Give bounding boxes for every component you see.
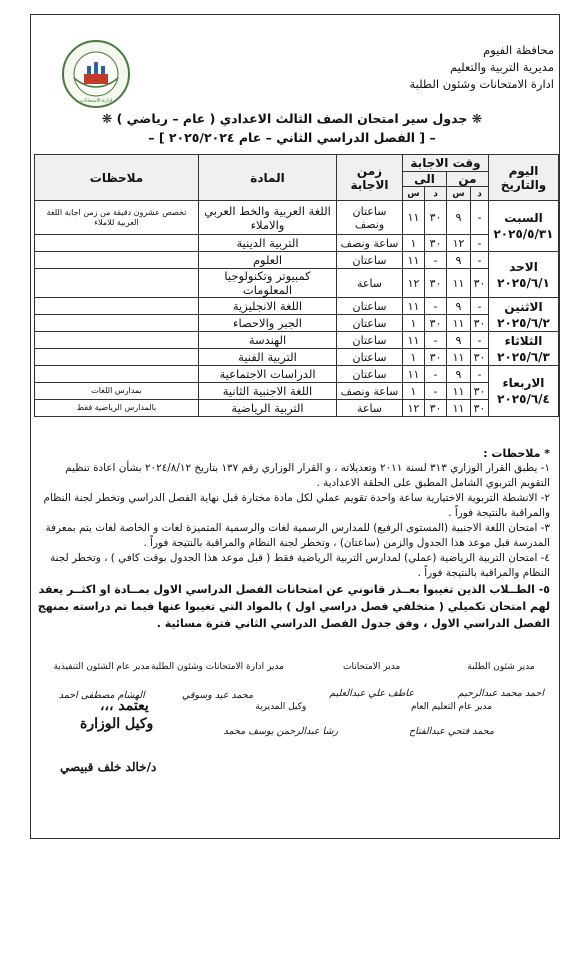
day-cell — [489, 332, 559, 366]
subject: اللغة العربية والخط العربي والاملاء — [199, 201, 337, 235]
signature-exams-manager — [329, 662, 414, 699]
day-name: الثلاثاء — [504, 333, 543, 348]
from-hour: ١١ — [447, 349, 471, 366]
directorate-logo — [60, 38, 132, 110]
from-hour: ١١ — [447, 383, 471, 400]
day-name: السبت — [504, 211, 543, 225]
from-min: ٣٠ — [471, 400, 489, 417]
subject: الجبر والاحصاء — [199, 315, 337, 332]
subject: اللغة الانجليزية — [199, 298, 337, 315]
table-row — [35, 349, 559, 366]
subject: اللغة الاجنبية الثانية — [199, 383, 337, 400]
notes-section — [34, 446, 550, 632]
signature-name: رشا عبدالرحمن يوسف محمد — [223, 726, 338, 737]
document-title: ❋ جدول سير امتحان الصف الثالث الاعدادي ( عام – رياضي ) ❋ — [101, 111, 483, 126]
to-hour: ١ — [403, 235, 425, 252]
from-min: ٣٠ — [471, 349, 489, 366]
signature-deputy-directorate — [224, 702, 338, 737]
approval-text: يعتمد ،،، — [100, 698, 149, 714]
table-row — [35, 383, 559, 400]
signature-general-education — [409, 702, 494, 737]
to-min: ٣٠ — [425, 349, 447, 366]
signature-name: عاطف علي عبدالعليم — [329, 688, 414, 699]
day-date: ٢٠٢٥/٥/٣١ — [493, 227, 554, 241]
directorate: مديرية التربية والتعليم — [450, 60, 554, 74]
from-min: ٣٠ — [471, 383, 489, 400]
duration: ساعة ونصف — [337, 235, 403, 252]
table-row — [35, 366, 559, 383]
subject: التربية الفنية — [199, 349, 337, 366]
to-hour: ١ — [403, 383, 425, 400]
to-hour: ١١ — [403, 332, 425, 349]
from-hour: ١١ — [447, 315, 471, 332]
to-min: ٣٠ — [425, 400, 447, 417]
subject: التربية الدينية — [199, 235, 337, 252]
to-min: ٣٠ — [425, 269, 447, 298]
signature-name: احمد محمد عبدالرحيم — [457, 688, 544, 699]
from-min: ٣٠ — [471, 315, 489, 332]
subject: الدراسات الاجتماعية — [199, 366, 337, 383]
signature-executive-director — [53, 662, 150, 701]
row-note — [35, 366, 199, 383]
table-row — [35, 298, 559, 315]
duration: ساعتان — [337, 366, 403, 383]
from-hour: ٩ — [447, 366, 471, 383]
signature-name: الهشام مصطفى احمد — [58, 690, 145, 701]
header-to-min: د — [425, 187, 447, 201]
duration: ساعتان — [337, 298, 403, 315]
from-hour: ١١ — [447, 400, 471, 417]
document-subtitle: – [ الفصل الدراسي الثاني – عام ٢٠٢٥/٢٠٢٤ ] – — [148, 130, 436, 145]
row-note: تخصص عشرون دقيقة من زمن اجابة اللغة العربية للاملاء — [35, 201, 199, 235]
header-from-min: د — [471, 187, 489, 201]
signature-title: مدير الامتحانات — [342, 662, 401, 672]
table-row — [35, 269, 559, 298]
deputy-minister-name: د/خالد خلف قبيصي — [60, 760, 157, 774]
to-hour: ١٢ — [403, 400, 425, 417]
table-row — [35, 400, 559, 417]
row-note — [35, 332, 199, 349]
from-hour: ١٢ — [447, 235, 471, 252]
note-4: ٤- امتحان التربية الرياضية (عملي) لمدارس التربية الرياضية فقط ( قبل موعد هذا الجدول بوقت كافي ) ، وتخطر لجنة النظام والمراقبة بالنتيجة فوراً . — [50, 552, 550, 579]
signature-title: وكيل المديرية — [255, 702, 307, 712]
from-min: - — [471, 332, 489, 349]
header-from-hour: س — [447, 187, 471, 201]
svg-text:إدارة الامتحانات: إدارة الامتحانات — [79, 98, 113, 104]
from-min: ٣٠ — [471, 269, 489, 298]
to-hour: ١ — [403, 349, 425, 366]
day-date: ٢٠٢٥/٦/٤ — [497, 392, 550, 406]
to-hour: ١٢ — [403, 269, 425, 298]
from-min: - — [471, 201, 489, 235]
directorate-header — [409, 42, 554, 93]
duration: ساعتان — [337, 315, 403, 332]
deputy-minister-title: وكيل الوزارة — [80, 716, 154, 732]
exam-schedule-table — [34, 154, 559, 417]
governorate: محافظة الفيوم — [483, 43, 554, 57]
from-hour: ٩ — [447, 201, 471, 235]
duration: ساعة ونصف — [337, 383, 403, 400]
header-subject: المادة — [199, 155, 337, 201]
signature-exams-dept-manager — [151, 662, 284, 701]
to-min: ٣٠ — [425, 201, 447, 235]
from-min: - — [471, 298, 489, 315]
to-min: ٣٠ — [425, 235, 447, 252]
duration: ساعة — [337, 269, 403, 298]
signature-name: محمد فتحي عبدالفتاح — [409, 726, 494, 737]
from-hour: ٩ — [447, 298, 471, 315]
subject: كمبيوتر وتكنولوجيا المعلومات — [199, 269, 337, 298]
to-hour: ١١ — [403, 201, 425, 235]
from-hour: ٩ — [447, 332, 471, 349]
note-3: ٣- امتحان اللغة الاجنبية (المستوى الرفيع) للمدارس الرسمية لغات والرسمية المتميزة لغات و الخاصة لغات يتم بمعرفة المدرسة قبل موعد هذا الجدول والزمن (ساعتان) ، وتخطر لجنة النظام والمراقبة بالنتيجة فوراً . — [45, 522, 550, 549]
signature-title: مدير عام التعليم العام — [410, 702, 493, 712]
row-note: بالمدارس الرياضية فقط — [35, 400, 199, 417]
row-note — [35, 315, 199, 332]
to-min: - — [425, 366, 447, 383]
row-note — [35, 269, 199, 298]
subject: التربية الرياضية — [199, 400, 337, 417]
table-row — [35, 315, 559, 332]
header-answer-time: وقت الاجابة — [403, 155, 489, 172]
day-name: الاربعاء — [502, 376, 545, 390]
department: ادارة الامتحانات وشئون الطلبة — [409, 77, 554, 91]
day-cell — [489, 252, 559, 298]
from-min: - — [471, 235, 489, 252]
signature-title: مدير شئون الطلبة — [467, 662, 535, 672]
from-hour: ٩ — [447, 252, 471, 269]
header-from: من — [447, 172, 489, 187]
header-to-hour: س — [403, 187, 425, 201]
to-hour: ١١ — [403, 252, 425, 269]
table-row — [35, 332, 559, 349]
row-note — [35, 235, 199, 252]
day-date: ٢٠٢٥/٦/٢ — [497, 315, 550, 330]
duration: ساعتان — [337, 349, 403, 366]
from-min: - — [471, 252, 489, 269]
from-min: - — [471, 366, 489, 383]
from-hour: ١١ — [447, 269, 471, 298]
row-note — [35, 252, 199, 269]
day-cell — [489, 366, 559, 417]
signature-students-affairs — [458, 662, 544, 699]
duration: ساعتان — [337, 252, 403, 269]
day-name: الاثنين — [504, 299, 543, 314]
row-note — [35, 349, 199, 366]
day-cell — [489, 201, 559, 252]
signature-name: محمد عيد وسوقي — [181, 690, 254, 701]
note-5: ٥- الطــلاب الذين تغيبوا بعــذر قانوني عن امتحانات الفصل الدراسي الاول بمــادة او اكثــر يعقد لهم امتحان تكميلي ( متخلفي فصل دراسي اول ) بالمواد التي تغيبوا عنها فيما تم دراسته بمنهج الفصل الدراسي الاول ، وفق جدول الفصل الدراسي الثاني فترة مسائية . — [37, 583, 550, 630]
to-hour: ١١ — [403, 366, 425, 383]
note-2: ٢- الانشطة التربوية الاختيارية ساعة واحدة تقويم عملي لكل مادة مختارة قبل نهاية الفصل الدراسي وتخطر لجنة النظام والمراقبة بالنتيجة فوراً . — [43, 492, 550, 519]
duration: ساعتان ونصف — [337, 201, 403, 235]
to-min: - — [425, 252, 447, 269]
signature-title: مدير عام الشئون التنفيذية — [53, 662, 150, 672]
header-duration: زمن الاجابة — [337, 155, 403, 201]
to-hour: ١ — [403, 315, 425, 332]
row-note: بمدارس اللغات — [35, 383, 199, 400]
header-to: الى — [403, 172, 447, 187]
to-min: - — [425, 298, 447, 315]
table-row — [35, 201, 559, 235]
duration: ساعة — [337, 400, 403, 417]
to-min: ٣٠ — [425, 315, 447, 332]
subject: العلوم — [199, 252, 337, 269]
note-1: ١- يطبق القرار الوزاري ٣١٣ لسنة ٢٠١١ وتعديلاته ، و القرار الوزاري رقم ١٣٧ بتاريخ ٢٠٢٤/٨/١٢ بشأن اعادة تنظيم التقويم التربوي الشامل المطبق على الحلقة الاعدادية . — [65, 462, 550, 489]
header-day-date: اليوم والتاريخ — [489, 155, 559, 201]
signature-title: مدير ادارة الامتحانات وشئون الطلبة — [151, 662, 284, 672]
subject: الهندسة — [199, 332, 337, 349]
table-row — [35, 235, 559, 252]
duration: ساعتان — [337, 332, 403, 349]
table-row — [35, 252, 559, 269]
notes-heading: * ملاحظات : — [483, 447, 550, 460]
header-notes: ملاحظات — [35, 155, 199, 201]
to-min: - — [425, 383, 447, 400]
day-date: ٢٠٢٥/٦/١ — [497, 275, 550, 290]
row-note — [35, 298, 199, 315]
to-hour: ١١ — [403, 298, 425, 315]
day-cell — [489, 298, 559, 332]
day-date: ٢٠٢٥/٦/٣ — [497, 349, 550, 364]
to-min: - — [425, 332, 447, 349]
day-name: الاحد — [509, 259, 538, 274]
